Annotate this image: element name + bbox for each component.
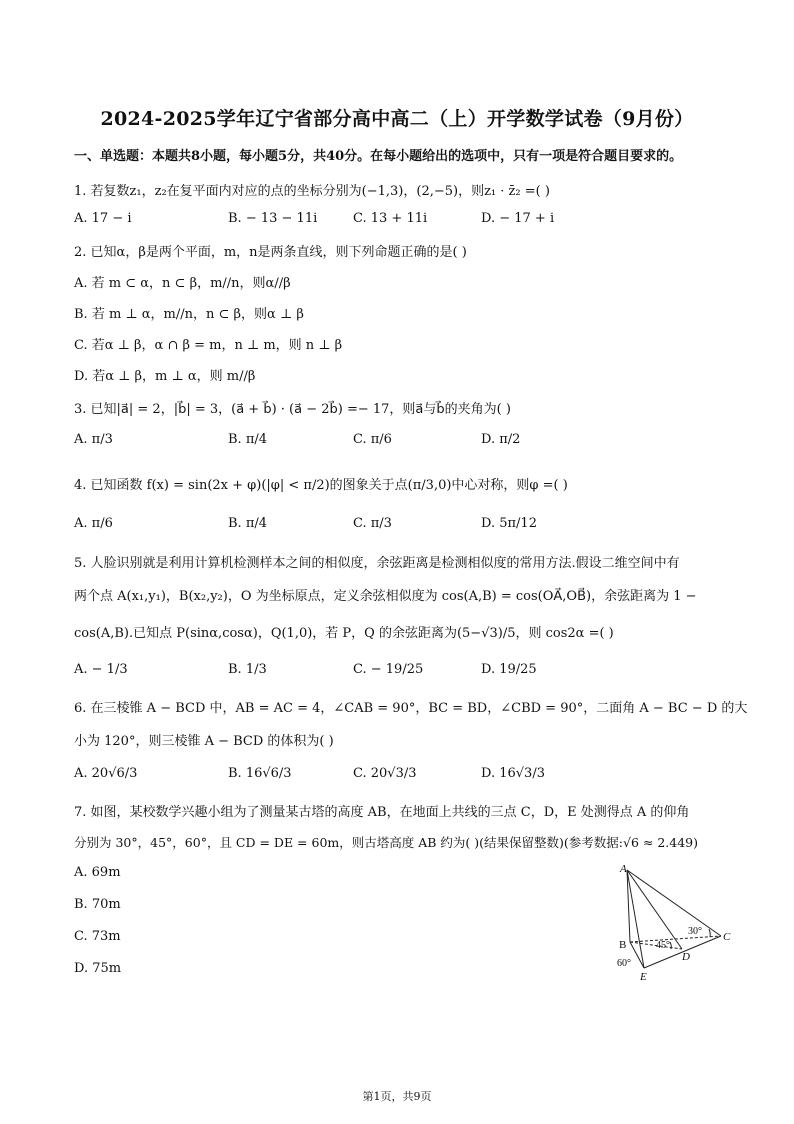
q1-option-b: B. − 13 − 11i [228, 211, 318, 226]
question-7-line-1: 7. 如图，某校数学兴趣小组为了测量某古塔的高度 AB，在地面上共线的三点 C，D，E 处测得点 A 的仰角 [74, 805, 690, 820]
line-ac [627, 870, 721, 936]
question-1-stem: 1. 若复数z₁，z₂在复平面内对应的点的坐标分别为(−1,3)，(2,−5)，则z₁ · z̄₂ =( ) [74, 184, 550, 199]
q4-option-d: D. 5π/12 [481, 516, 537, 531]
angle-arc-c [709, 929, 710, 937]
label-b: B [619, 939, 627, 951]
question-5-line-1: 5. 人脸识别就是利用计算机检测样本之间的相似度，余弦距离是检测相似度的常用方法.假设二维空间中有 [74, 556, 680, 571]
q3-option-b: B. π/4 [228, 432, 268, 447]
label-a: A [620, 863, 627, 875]
q5-option-c: C. − 19/25 [353, 662, 424, 677]
section-heading: 一、单选题：本题共8小题，每小题5分，共40分。在每小题给出的选项中，只有一项是符合题目要求的。 [74, 149, 683, 164]
question-6-line-1: 6. 在三棱锥 A − BCD 中，AB = AC = 4，∠CAB = 90°，BC = BD，∠CBD = 90°，二面角 A − BC − D 的大 [74, 701, 748, 716]
question-4-stem: 4. 已知函数 f(x) = sin(2x + φ)(|φ| < π/2)的图象关于点(π/3,0)中心对称，则φ =( ) [74, 478, 568, 493]
line-bc [630, 936, 721, 942]
q6-option-b: B. 16√6/3 [228, 766, 292, 781]
q1-option-c: C. 13 + 11i [353, 211, 428, 226]
question-2-stem: 2. 已知α，β是两个平面，m，n是两条直线，则下列命题正确的是( ) [74, 245, 467, 260]
q4-option-a: A. π/6 [74, 516, 113, 531]
label-c: C [723, 931, 731, 943]
page-title: 2024-2025学年辽宁省部分高中高二（上）开学数学试卷（9月份） [100, 108, 694, 130]
q4-option-c: C. π/3 [353, 516, 392, 531]
question-3-stem: 3. 已知|a⃗| = 2，|b⃗| = 3，(a⃗ + b⃗) · (a⃗ − 2b⃗) =− 17，则a⃗与b⃗的夹角为( ) [74, 402, 511, 417]
page-footer: 第1页，共9页 [362, 1090, 432, 1103]
q7-option-d: D. 75m [74, 961, 122, 976]
q2-option-d: D. 若α ⊥ β，m ⊥ α，则 m//β [74, 369, 256, 384]
q6-option-d: D. 16√3/3 [481, 766, 545, 781]
q4-option-b: B. π/4 [228, 516, 268, 531]
question-6-line-2: 小为 120°，则三棱锥 A − BCD 的体积为( ) [74, 734, 334, 749]
question-5-line-2: 两个点 A(x₁,y₁)，B(x₂,y₂)，O 为坐标原点，定义余弦相似度为 cos(A,B) = cos(OA⃗,OB⃗)，余弦距离为 1 − [74, 589, 697, 604]
angle-label-60: 60° [617, 958, 631, 969]
label-d: D [682, 951, 690, 963]
q2-option-c: C. 若α ⊥ β，α ∩ β = m，n ⊥ m，则 n ⊥ β [74, 338, 343, 353]
q3-option-a: A. π/3 [74, 432, 113, 447]
q1-option-a: A. 17 − i [74, 211, 132, 226]
q5-option-a: A. − 1/3 [74, 662, 128, 677]
q6-option-c: C. 20√3/3 [353, 766, 417, 781]
q2-option-a: A. 若 m ⊂ α，n ⊂ β，m//n，则α//β [74, 276, 291, 291]
q1-option-d: D. − 17 + i [481, 211, 555, 226]
q6-option-a: A. 20√6/3 [74, 766, 138, 781]
q7-option-c: C. 73m [74, 929, 121, 944]
q5-option-b: B. 1/3 [228, 662, 267, 677]
q2-option-b: B. 若 m ⊥ α，m//n，n ⊂ β，则α ⊥ β [74, 307, 304, 322]
q7-option-a: A. 69m [74, 865, 121, 880]
q7-option-b: B. 70m [74, 897, 121, 912]
question-7-line-2: 分别为 30°，45°，60°，且 CD = DE = 60m，则古塔高度 AB 约为( )(结果保留整数)(参考数据:√6 ≈ 2.449) [74, 835, 698, 850]
label-e: E [640, 971, 647, 983]
question-5-line-3: cos(A,B).已知点 P(sinα,cosα)，Q(1,0)，若 P，Q 的余弦距离为(5−√3)/5，则 cos2α =( ) [74, 626, 614, 641]
angle-label-45: 45° [656, 940, 670, 951]
tower-figure [614, 862, 744, 984]
line-ad [627, 870, 682, 949]
q5-option-d: D. 19/25 [481, 662, 537, 677]
line-ae [627, 870, 644, 968]
q3-option-d: D. π/2 [481, 432, 521, 447]
q3-option-c: C. π/6 [353, 432, 392, 447]
angle-label-30: 30° [688, 926, 702, 937]
